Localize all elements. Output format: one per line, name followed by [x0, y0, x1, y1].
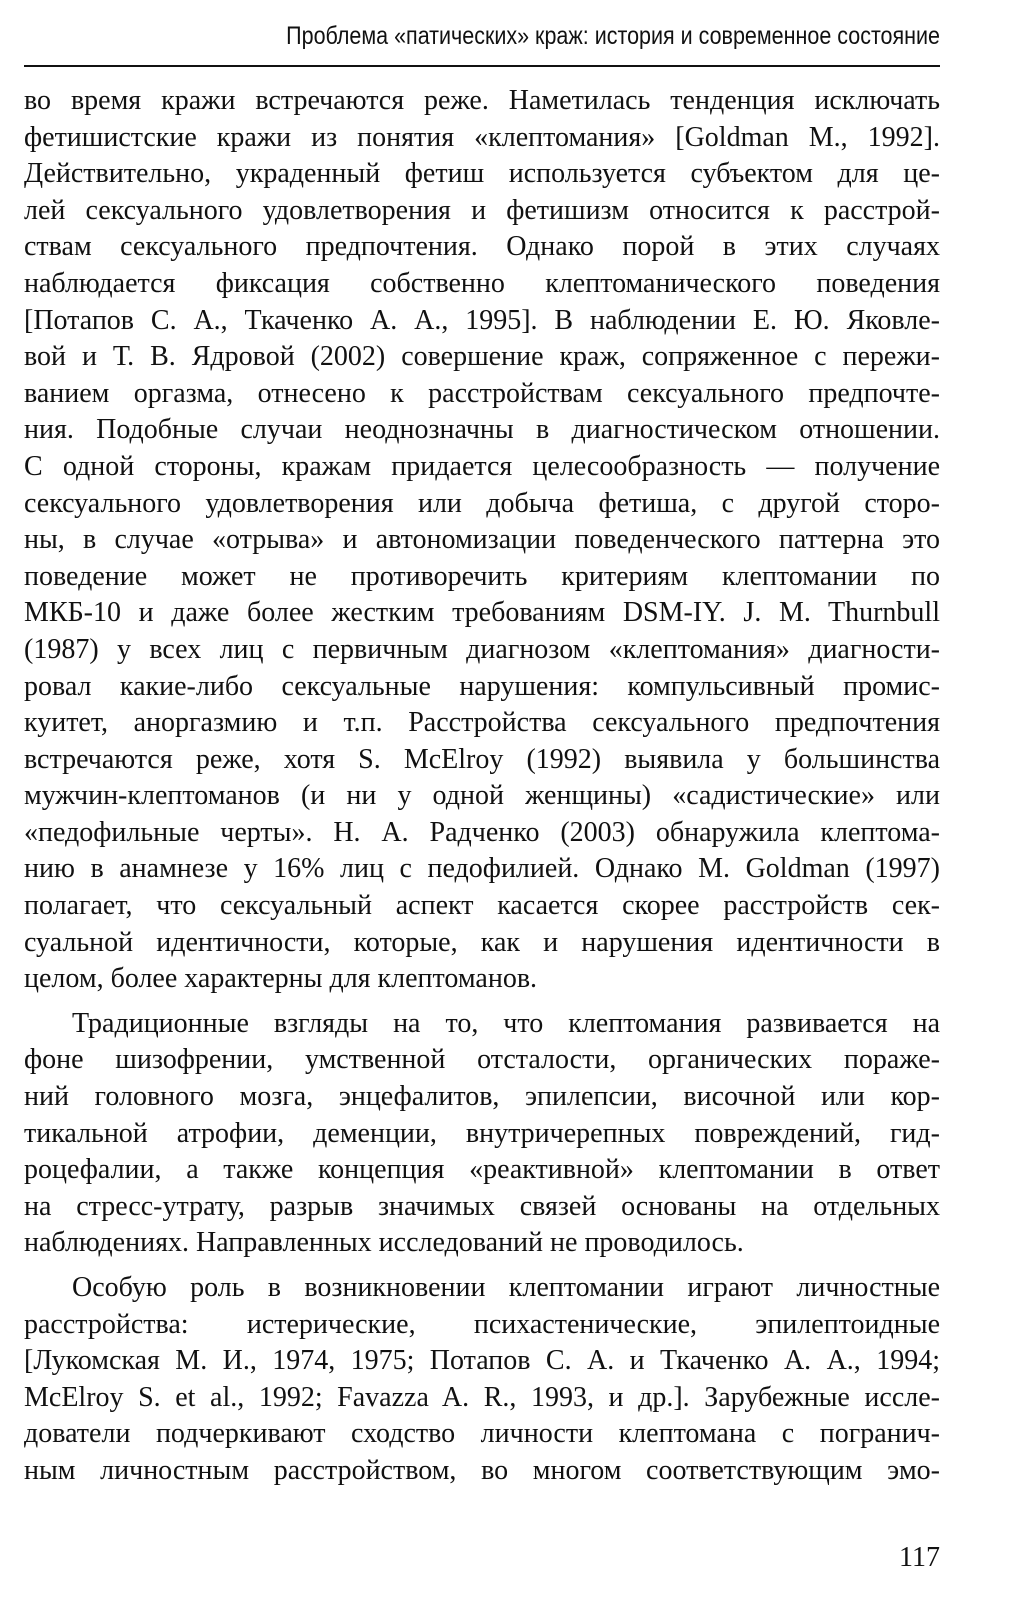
text-line: ний головного мозга, энцефалитов, эпилепсии, височной или кор-: [24, 1081, 940, 1113]
text-line: «педофильные черты». Н. А. Радченко (2003) обнаружила клептома-: [24, 816, 940, 848]
text-line: дователи подчеркивают сходство личности клептомана с погранич-: [24, 1418, 940, 1450]
text-line: [Потапов С. А., Ткаченко А. А., 1995]. В наблюдении Е. Ю. Яковле-: [24, 304, 940, 336]
text-line: суальной идентичности, которые, как и нарушения идентичности в: [24, 926, 940, 958]
paragraph-gap: [24, 998, 940, 1006]
text-line: расстройства: истерические, психастенические, эпилептоидные: [24, 1308, 940, 1340]
text-line: ния. Подобные случаи неоднозначны в диагностическом отношении.: [24, 414, 940, 446]
text-line: наблюдается фиксация собственно клептоманического поведения: [24, 267, 940, 299]
text-line: ны, в случае «отрыва» и автономизации поведенческого паттерна это: [24, 524, 940, 556]
text-line: Традиционные взгляды на то, что клептомания развивается на: [72, 1007, 940, 1039]
text-line: Особую роль в возникновении клептомании играют личностные: [72, 1272, 940, 1303]
text-line: фетишистские кражи из понятия «клептомания» [Goldman М., 1992].: [24, 121, 940, 153]
text-line: сексуального удовлетворения или добыча фетиша, с другой сторо-: [24, 487, 940, 519]
text-line: С одной стороны, кражам придается целесообразность — получение: [24, 450, 940, 482]
text-line: тикальной атрофии, деменции, внутричерепных повреждений, гид-: [24, 1117, 940, 1149]
header-rule: [24, 65, 940, 67]
text-line: полагает, что сексуальный аспект касается скорее расстройств сек-: [24, 890, 940, 922]
text-line: целом, более характерны для клептоманов.: [24, 963, 538, 995]
text-line: поведение может не противоречить критериям клептомании по: [24, 560, 940, 592]
text-line: на стресс-утрату, разрыв значимых связей основаны на отдельных: [24, 1190, 940, 1222]
paragraph-gap: [24, 1262, 940, 1270]
text-line: McElroy S. et al., 1992; Favazza A. R., 1993, и др.]. Зарубежные иссле-: [24, 1381, 940, 1413]
text-line: нию в анамнезе у 16% лиц с педофилией. Однако М. Goldman (1997): [24, 853, 940, 885]
text-line: куитет, аноргазмию и т.п. Расстройства сексуального предпочтения: [24, 707, 940, 739]
text-line: [Лукомская М. И., 1974, 1975; Потапов С. А. и Ткаченко А. А., 1994;: [24, 1345, 940, 1377]
text-line: наблюдениях. Направленных исследований не проводилось.: [24, 1227, 744, 1259]
text-line: ствам сексуального предпочтения. Однако порой в этих случаях: [24, 231, 940, 263]
text-line: (1987) у всех лиц с первичным диагнозом «клептомания» диагности-: [24, 633, 940, 665]
text-line: МКБ-10 и даже более жестким требованиям DSM-IY. J. M. Thurnbull: [24, 597, 940, 629]
text-line: ванием оргазма, отнесено к расстройствам сексуального предпочте-: [24, 377, 940, 409]
running-head: Проблема «патических» краж: история и современное состояние: [286, 22, 940, 50]
page-number: 117: [899, 1542, 940, 1573]
body-text: [24, 83, 940, 1490]
text-line: лей сексуального удовлетворения и фетишизм относится к расстрой-: [24, 194, 940, 226]
text-line: ным личностным расстройством, во многом соответствующим эмо-: [24, 1454, 940, 1486]
text-line: ровал какие-либо сексуальные нарушения: компульсивный промис-: [24, 670, 940, 702]
text-line: вой и Т. В. Ядровой (2002) совершение краж, сопряженное с пережи-: [24, 341, 940, 373]
text-line: мужчин-клептоманов (и ни у одной женщины) «садистические» или: [24, 780, 940, 812]
text-line: Действительно, украденный фетиш используется субъектом для це-: [24, 158, 940, 190]
text-line: встречаются реже, хотя S. McElroy (1992) выявила у большинства: [24, 743, 940, 775]
text-line: фоне шизофрении, умственной отсталости, органических пораже-: [24, 1044, 940, 1076]
text-line: роцефалии, а также концепция «реактивной» клептомании в ответ: [24, 1154, 940, 1186]
text-line: во время кражи встречаются реже. Наметилась тенденция исключать: [24, 85, 940, 116]
